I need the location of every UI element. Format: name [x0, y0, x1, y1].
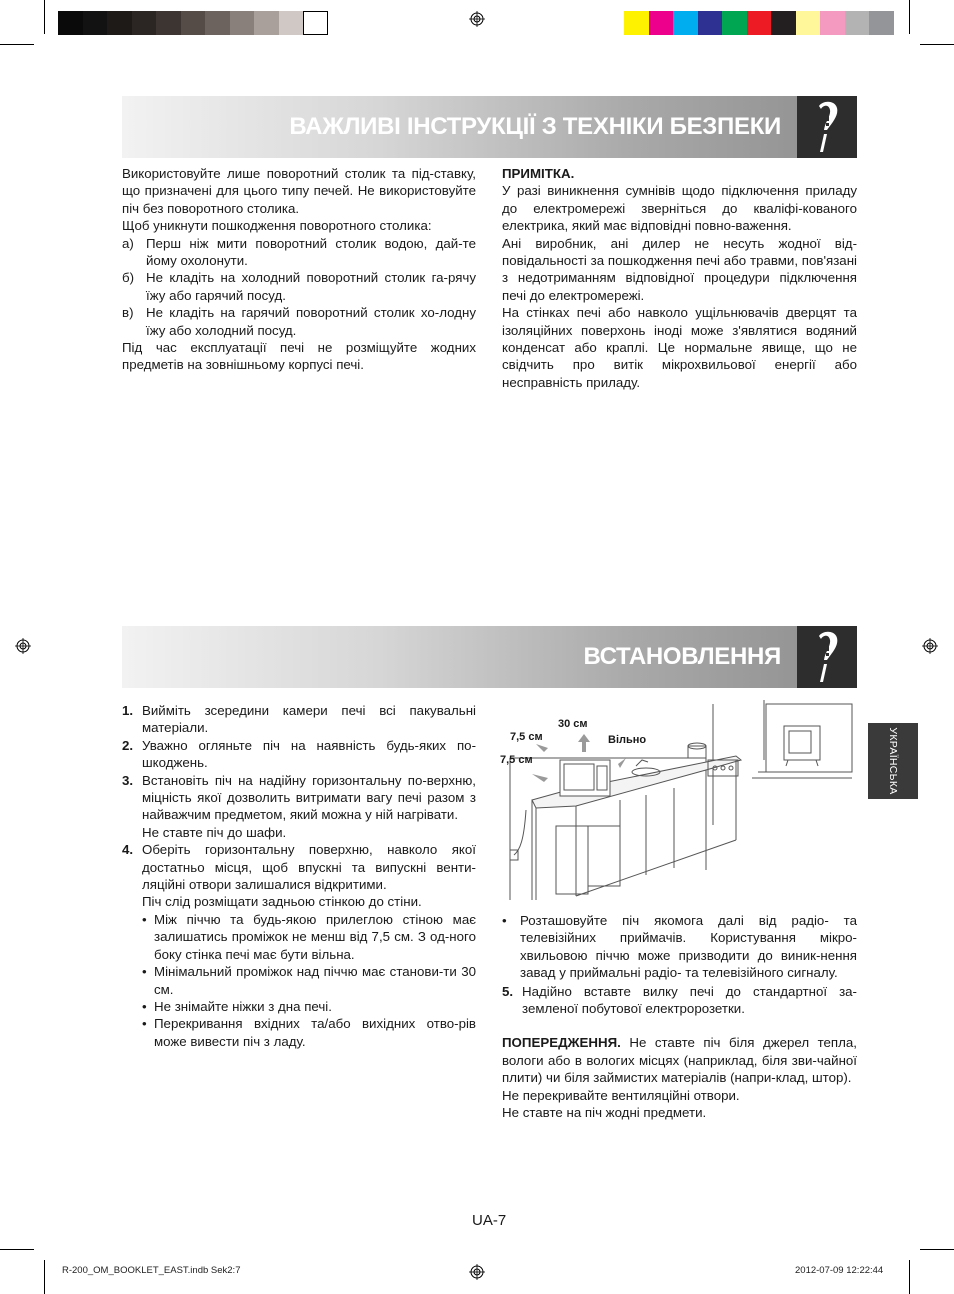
- section-header-installation: [122, 626, 857, 688]
- section-title: ВАЖЛИВІ ІНСТРУКЦІЇ З ТЕХНІКИ БЕЗПЕКИ: [289, 113, 781, 140]
- footer-file-info: R-200_OM_BOOKLET_EAST.indb Sek2:7: [62, 1265, 241, 1276]
- list-text: Не кладіть на холодний поворотний столик га-рячу їжу або гарячий посуд.: [146, 270, 476, 303]
- label-free-side: Вільно: [608, 734, 647, 746]
- bullet-text: Не знімайте ніжки з дна печі.: [154, 998, 332, 1014]
- step-number: 2.: [122, 737, 134, 753]
- step-text: Надійно вставте вилку печі до стандартної за-земленої побутової електророзетки.: [522, 983, 857, 1017]
- page-number: UA-7: [472, 1212, 507, 1229]
- step-text: Встановіть піч на надійну горизонтальну по-верхню, міцність якої дозволить витримати вагу печі разом з найважчим предметом, який можна у ній нагрівати.: [142, 772, 476, 823]
- list-marker: а): [122, 235, 134, 251]
- gray-swatch: [254, 11, 279, 35]
- step-number: 1.: [122, 703, 134, 718]
- safety-left-column: [122, 165, 476, 374]
- bullet-text: Між піччю та будь-якою прилеглою стіною має залишатись проміжок не менш від 7,5 см. З од-ного боку стінка печі має бути вільна.: [154, 911, 476, 962]
- bullet-item: • Не знімайте ніжки з дна печі.: [122, 998, 476, 1015]
- crop-mark: [0, 1249, 34, 1250]
- warning-exclamation-icon: [797, 626, 857, 688]
- footer-date: 2012-07-09 12:22:44: [795, 1265, 884, 1276]
- color-swatch: [722, 11, 747, 35]
- warning-line: Не ставте на піч жодні предмети.: [502, 1105, 707, 1121]
- crop-mark: [920, 1249, 954, 1250]
- color-swatch: [869, 11, 894, 35]
- bullet-text: Розташовуйте піч якомога далі від радіо- та телевізійних приймачів. Користування мікро-хвильовою піччю може призводити до виник-нення завад у приймальні радіо- та телевізійного сигналу.: [520, 913, 857, 981]
- crop-mark: [44, 1260, 45, 1294]
- warning-heading: ПОПЕРЕДЖЕННЯ.: [502, 1035, 621, 1051]
- step-number: 3.: [122, 772, 134, 788]
- label-side-clearance: 7,5 см: [500, 754, 533, 766]
- label-top-clearance: 30 см: [558, 718, 588, 730]
- step-extra: Піч слід розміщати задньою стінкою до стіни.: [142, 894, 422, 910]
- safety-right-column: [502, 165, 857, 391]
- bullet-text: Мінімальний проміжок над піччю має станови-ти 30 см.: [154, 964, 476, 997]
- step-text: Вийміть зсередини камери печі всі пакувальні матеріали.: [142, 703, 476, 736]
- kitchen-illustration: [496, 700, 858, 910]
- step-item: [122, 702, 476, 737]
- note-paragraph: У разі виникнення сумнівів щодо підключення приладу до електромережі зверніться до кваліфі-кованого електрика, який має відповідні повно-важення.: [502, 183, 857, 234]
- color-swatch: [673, 11, 698, 35]
- bullet-text: Перекривання вхідних та/або вихідних отво-рів може вивести піч з ладу.: [154, 1016, 476, 1049]
- installation-steps: [122, 702, 476, 1050]
- bullet-item: • Перекривання вхідних та/або вихідних отво-рів може вивести піч з ладу.: [142, 1016, 476, 1049]
- list-item: [122, 304, 476, 339]
- gray-swatch: [132, 11, 157, 35]
- gray-swatch: [83, 11, 108, 35]
- crop-mark: [909, 1260, 910, 1294]
- list-marker: в): [122, 305, 134, 321]
- installation-right-column: [502, 912, 857, 1121]
- gray-swatch: [58, 11, 83, 35]
- color-swatch: [747, 11, 772, 35]
- color-swatch: [624, 11, 649, 35]
- list-item: [122, 235, 476, 270]
- step-item: [122, 841, 476, 911]
- registration-mark-icon: [469, 1264, 485, 1280]
- note-paragraph: На стінках печі або навколо ущільнювачів дверцят та ізоляційних поверхонь іноді може з'являтися водяний конденсат або краплі. Це нормальне явище, що не свідчить про витік мікрохвильової енергії або несправність приладу.: [502, 305, 857, 390]
- warning-exclamation-icon: [797, 96, 857, 158]
- list-marker: б): [122, 270, 135, 286]
- color-swatch: [771, 11, 796, 35]
- lead-paragraph: Щоб уникнути пошкодження поворотного столика:: [122, 218, 432, 234]
- color-swatch: [796, 11, 821, 35]
- crop-mark: [44, 0, 45, 34]
- step-text: Уважно огляньте піч на наявність будь-яких по-шкоджень.: [142, 737, 476, 771]
- bullet-item: • Мінімальний проміжок над піччю має станови-ти 30 см.: [142, 964, 476, 997]
- list-text: Не кладіть на гарячий поворотний столик хо-лодну їжу або холодний посуд.: [146, 305, 476, 338]
- section-header-safety: [122, 96, 857, 158]
- gray-swatch: [107, 11, 132, 35]
- gray-swatch: [230, 11, 255, 35]
- gray-swatch: [279, 11, 304, 35]
- warning-line: Не перекривайте вентиляційні отвори.: [502, 1087, 740, 1103]
- registration-mark-icon: [15, 638, 31, 654]
- crop-mark: [0, 44, 34, 45]
- step-text: Оберіть горизонтальну поверхню, навколо якої достатньо місця, щоб впускні та випускні венти-ляційні отвори залишалися відкритими.: [142, 842, 476, 893]
- registration-mark-icon: [922, 638, 938, 654]
- step-number: 4.: [122, 842, 134, 858]
- color-swatch: [820, 11, 845, 35]
- color-swatch: [649, 11, 674, 35]
- crop-mark: [920, 44, 954, 45]
- color-swatch: [698, 11, 723, 35]
- step-item: [502, 983, 857, 1018]
- gray-swatch: [181, 11, 206, 35]
- step-item: [122, 737, 476, 772]
- section-title: ВСТАНОВЛЕННЯ: [583, 643, 781, 670]
- warning-text: Не ставте піч біля джерел тепла, вологи або в вологих місцях (наприклад, біля зви-чайної плити) чи біля займистих матеріалів (напри-клад, штор).: [502, 1035, 857, 1086]
- language-side-tab: [868, 723, 918, 799]
- note-paragraph: Ані виробник, ані дилер не несуть жодної від-повідальності за пошкодження печі або травми, пов'язані з недотриманням відповідної процедури підключення печі до електромережі.: [502, 235, 857, 303]
- gray-swatch: [303, 11, 328, 35]
- bullet-item: • Між піччю та будь-якою прилеглою стіною має залишатись проміжок не менш від 7,5 см. З од-ного боку стінка печі має бути вільна.: [142, 911, 476, 962]
- outro-paragraph: Під час експлуатації печі не розміщуйте жодних предметів на зовнішньому корпусі печі.: [122, 340, 476, 373]
- crop-mark: [909, 0, 910, 34]
- warning-paragraph: [502, 1034, 857, 1086]
- step-number: 5.: [502, 983, 514, 999]
- intro-paragraph: Використовуйте лише поворотний столик та під-ставку, що призначені для цього типу печей. Не використовуйте піч без поворотного столика.: [122, 166, 476, 216]
- note-heading: ПРИМІТКА.: [502, 166, 575, 181]
- bullet-item: • Розташовуйте піч якомога далі від радіо- та телевізійних приймачів. Користування мікро-хвильовою піччю може призводити до виник-нення завад у приймальні радіо- та телевізійного сигналу.: [502, 913, 857, 981]
- list-item: [122, 269, 476, 304]
- label-side-clearance: 7,5 см: [510, 731, 543, 743]
- step-extra: Не ставте піч до шафи.: [142, 824, 287, 840]
- list-text: Перш ніж мити поворотний столик водою, дай-те йому охолонути.: [146, 235, 476, 269]
- step-item: [122, 772, 476, 842]
- installation-diagram: [496, 700, 858, 910]
- language-label: УКРАЇНСЬКА: [887, 727, 899, 795]
- gray-swatch: [205, 11, 230, 35]
- color-swatch: [845, 11, 870, 35]
- registration-mark-icon: [469, 11, 485, 27]
- gray-swatch: [156, 11, 181, 35]
